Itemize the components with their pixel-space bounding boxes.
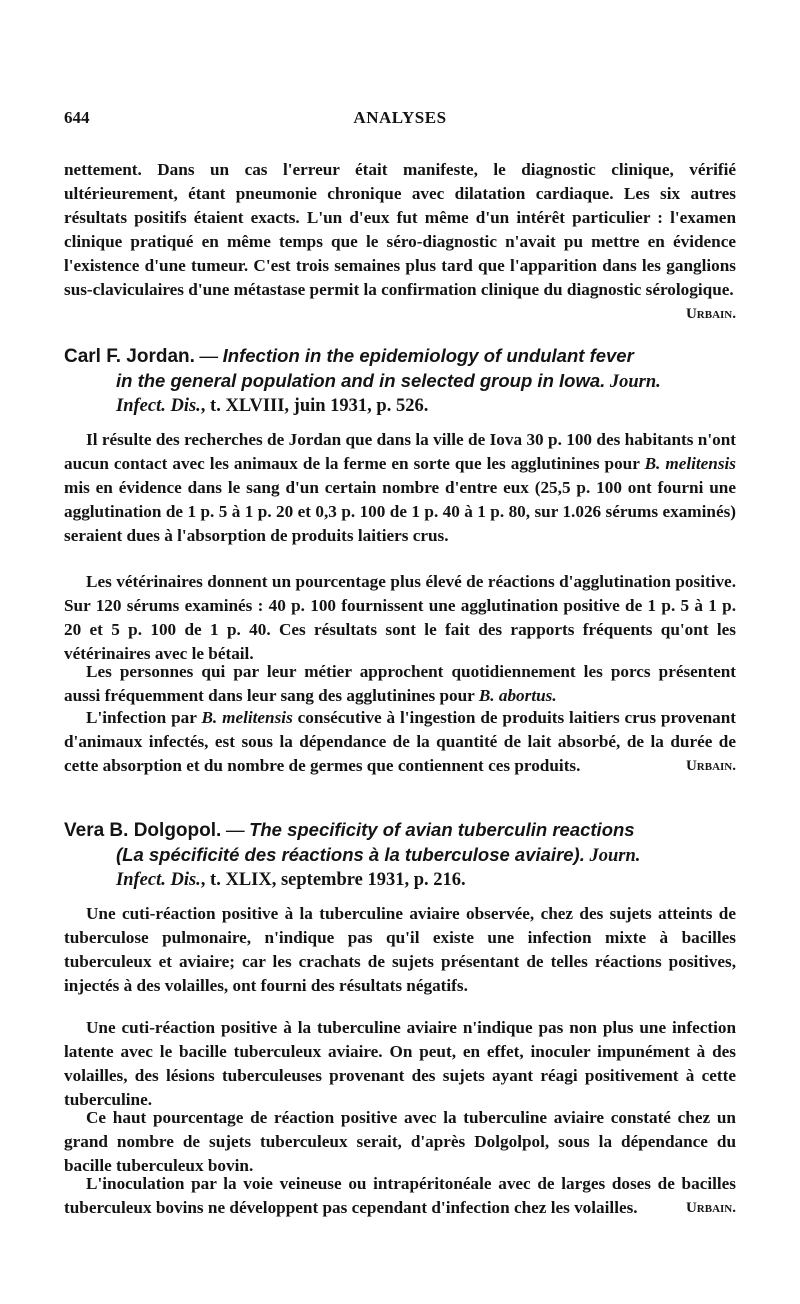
entry2-p3-text: Ce haut pourcentage de réaction positive avec la tuberculine aviaire constaté chez un grand nombre de sujets tuberculeux serait, d'après Dolgolpol, sous la dépendance du bacille tuberculeux bovin. [64, 1108, 736, 1175]
entry1-journal2: Infect. Dis. [116, 396, 201, 416]
entry1-paragraph-3 [64, 660, 736, 708]
entry2-paragraph-3 [64, 1106, 736, 1178]
entry2-title-line2: (La spécificité des réactions à la tuberculose aviaire). [116, 844, 585, 865]
entry2-citation: , t. XLIX, septembre 1931, p. 216. [200, 870, 466, 890]
entry1-p4-rest: consécutive à l'ingestion de produits laitiers crus provenant d'animaux infectés, est sous la dépendance de la quantité de lait absorbé, de la durée de cette absorption et du nombre de germes que contiennent ces produits. [64, 708, 737, 775]
intro-signature: Urbain. [685, 306, 736, 322]
entry2-title-line1: The specificity of avian tuberculin reactions [249, 819, 635, 840]
entry2-signature: Urbain. [685, 1200, 736, 1216]
entry1-citation: , t. XLVIII, juin 1931, p. 526. [200, 396, 429, 416]
entry1-p4-species: B. melitensis [201, 708, 293, 727]
intro-text: nettement. Dans un cas l'erreur était manifeste, le diagnostic clinique, vérifié ultérieurement, étant pneumonie chronique avec dilatation cardiaque. Les six autres résultats positifs étaient exacts. L'un d'eux fut même d'un intérêt particulier : l'examen clinique pratiqué en même temps que le séro-diagnostic n'avait pu mettre en évidence l'existence d'une tumeur. C'est trois semaines plus tard que l'apparition dans les ganglions sus-claviculaires d'une métastase permit la confirmation clinique du diagnostic sérologique. [64, 160, 736, 299]
entry1-p1-species: B. melitensis [644, 454, 736, 473]
entry2-dash: — [225, 821, 245, 841]
entry2-paragraph-2 [64, 1016, 736, 1112]
entry1-p1-text: Il résulte des recherches de Jordan que dans la ville de Iova 30 p. 100 des habitants n'ont aucun contact avec les animaux de la ferme en sorte que les agglutinines pour [64, 430, 736, 473]
entry1-signature: Urbain. [685, 758, 736, 774]
section-title: ANALYSES [353, 108, 447, 127]
entry1-paragraph-4 [64, 706, 736, 778]
entry2-author: Vera B. Dolgopol. [64, 820, 222, 841]
entry1-title-line2: in the general population and in selected group in Iowa. [116, 370, 606, 391]
entry1-dash: — [199, 347, 219, 367]
entry2-paragraph-1 [64, 902, 736, 998]
entry2-journal: Journ. [589, 846, 641, 866]
entry2-heading [64, 818, 736, 892]
entry1-paragraph-2 [64, 570, 736, 666]
entry1-heading [64, 344, 736, 418]
entry2-paragraph-4 [64, 1172, 736, 1220]
entry1-p4-start: L'infection par [86, 708, 197, 727]
entry2-journal2: Infect. Dis. [116, 870, 201, 890]
intro-paragraph [64, 158, 736, 326]
entry2-p2-text: Une cuti-réaction positive à la tuberculine aviaire n'indique pas non plus une infection latente avec le bacille tuberculeux aviaire. On peut, en effet, inoculer impunément à des volailles, des lésions tuberculeuses provenant des sujets ayant réagi positivement à cette tuberculine. [64, 1018, 736, 1109]
entry1-author: Carl F. Jordan. [64, 346, 195, 367]
entry1-title-line1: Infection in the epidemiology of undulant fever [222, 345, 634, 366]
entry1-p3-species: B. abortus. [478, 686, 557, 705]
page-number: 644 [64, 108, 90, 127]
entry1-journal: Journ. [609, 372, 661, 392]
entry2-p4-text: L'inoculation par la voie veineuse ou intrapéritonéale avec de larges doses de bacilles tuberculeux bovins ne développent pas cependant d'infection chez les volailles. [64, 1174, 736, 1217]
entry2-p1-text: Une cuti-réaction positive à la tuberculine aviaire observée, chez des sujets atteints de tuberculose pulmonaire, n'indique pas qu'il existe une infection mixte à bacilles tuberculeux et aviaire; car les crachats de sujets présentant de telles réactions positives, injectés à des volailles, ont fourni des résultats négatifs. [64, 904, 736, 995]
entry1-p1-rest: mis en évidence dans le sang d'un certain nombre d'entre eux (25,5 p. 100 ont fourni une agglutination de 1 p. 5 à 1 p. 20 et 0,3 p. 100 de 1 p. 40 à 1 p. 80, sur 1.026 sérums examinés) seraient dues à l'absorption de produits laitiers crus. [64, 478, 736, 545]
entry1-p2-text: Les vétérinaires donnent un pourcentage plus élevé de réactions d'agglutination positive. Sur 120 sérums examinés : 40 p. 100 fournissent une agglutination positive de 1 p. 5 à 1 p. 20 et 5 p. 100 de 1 p. 40. Ces résultats sont le fait des rapports fréquents qu'ont les vétérinaires avec le bétail. [64, 572, 736, 663]
running-head [64, 108, 736, 132]
entry1-paragraph-1 [64, 428, 736, 548]
entry1-p3-text: Les personnes qui par leur métier approchent quotidiennement les porcs présentent aussi fréquemment dans leur sang des agglutinines pour [64, 662, 736, 705]
